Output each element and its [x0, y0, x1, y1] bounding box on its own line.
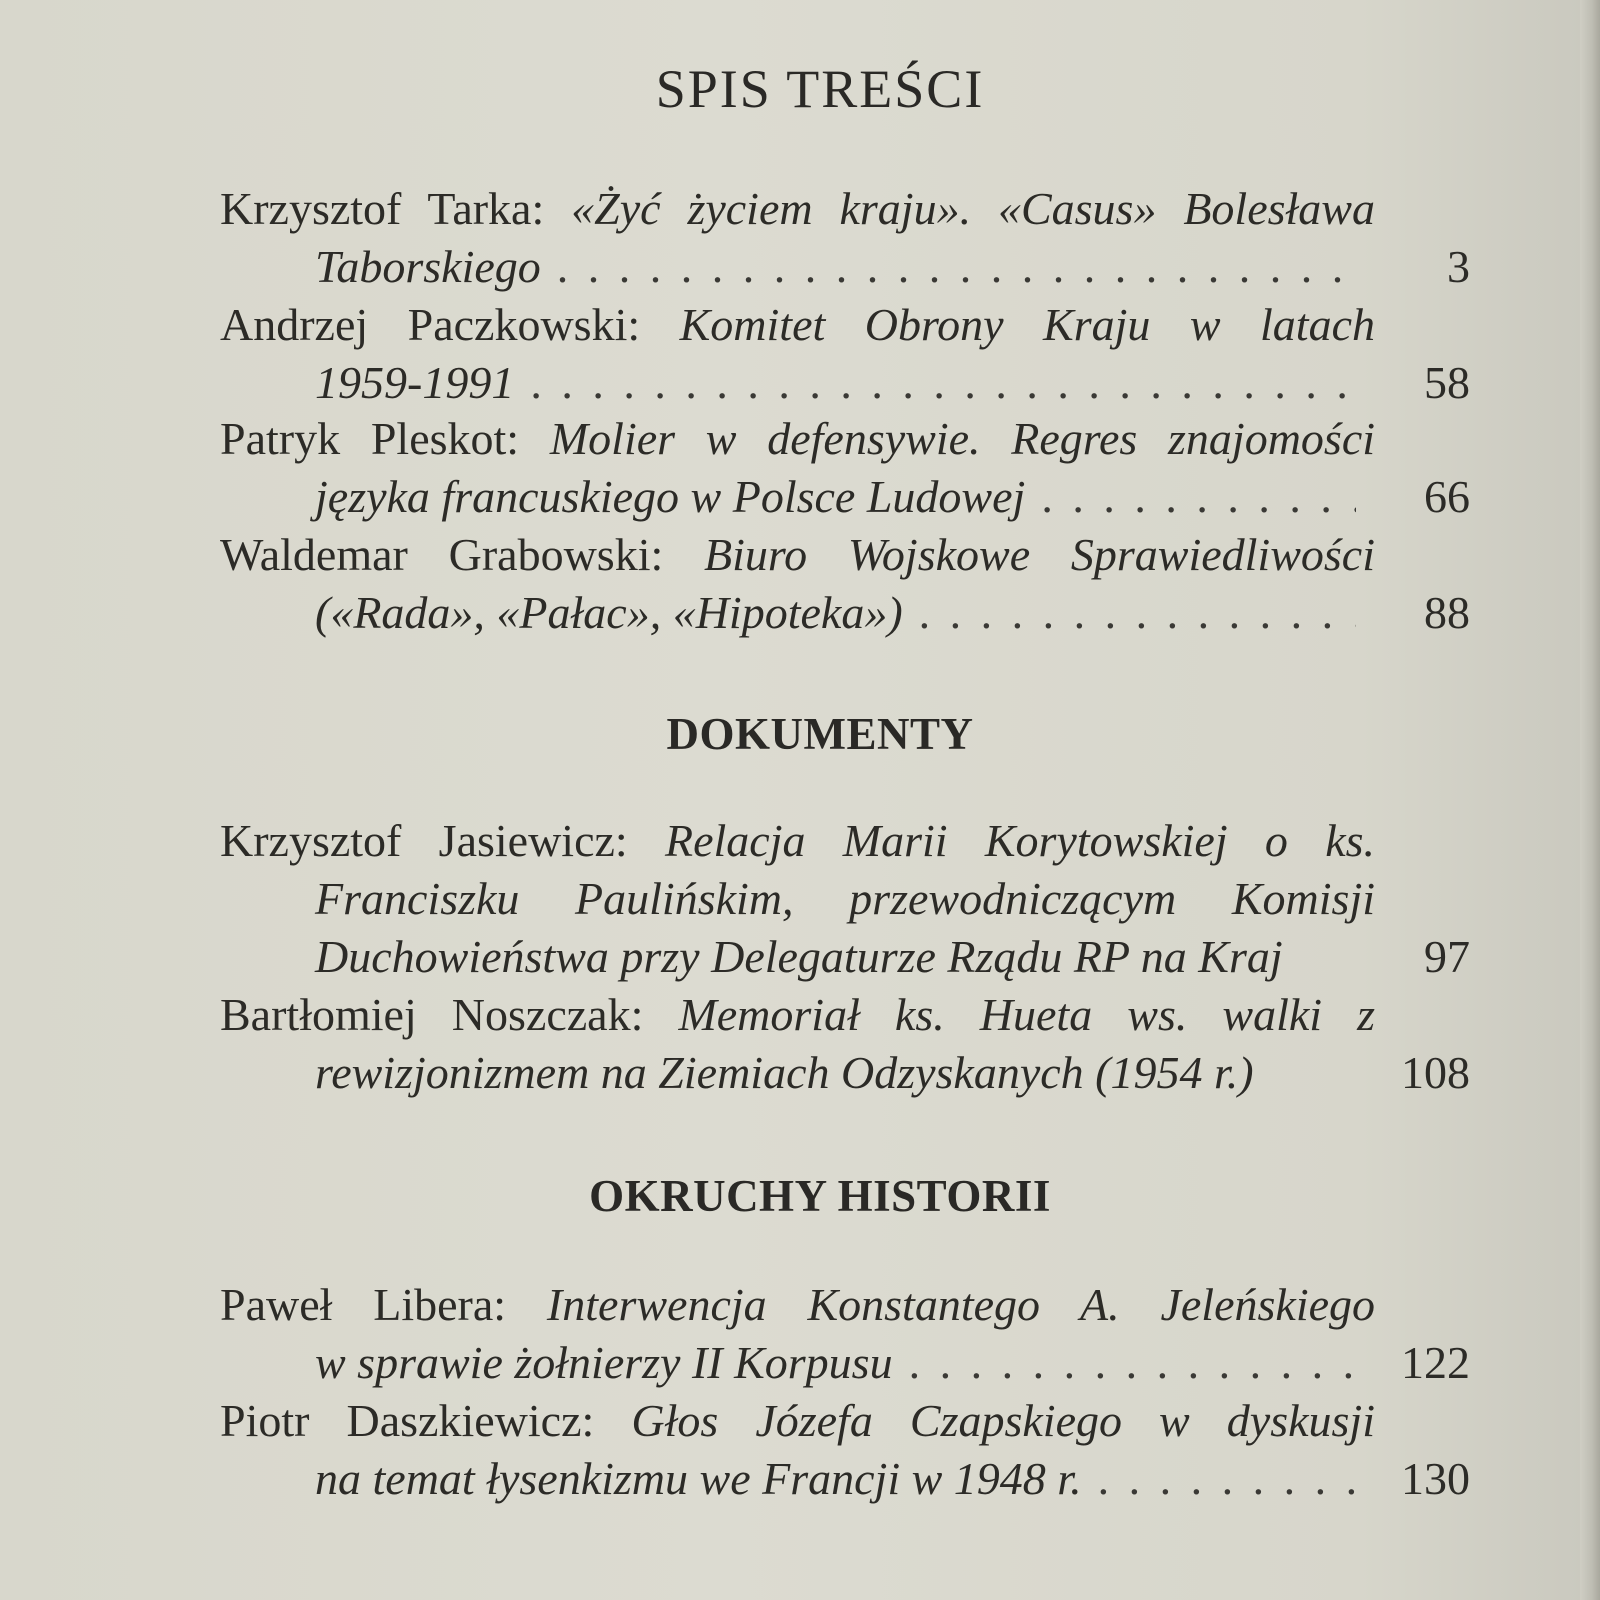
- entry-title: Taborskiego: [315, 241, 541, 292]
- entry-title: Duchowieństwa przy Delegaturze Rządu RP na Kraj: [315, 931, 1283, 982]
- entry-author: Andrzej Paczkowski:: [220, 299, 641, 350]
- entry-title: Franciszku Paulińskim, przewodniczącym Komisji: [315, 873, 1375, 924]
- entry-first-line: [220, 812, 1375, 870]
- entry-last-line: [220, 468, 1470, 526]
- toc-entry: [220, 1392, 1480, 1508]
- toc-entry: [220, 812, 1480, 986]
- book-spine-edge: [1580, 0, 1600, 1600]
- page-number: 108: [1401, 1047, 1470, 1098]
- entry-title: Memoriał ks. Hueta ws. walki z: [678, 989, 1376, 1040]
- entry-first-line: [220, 410, 1375, 468]
- entry-continuation-line: [220, 870, 1375, 928]
- section-heading-dokumenty: DOKUMENTY: [666, 709, 974, 759]
- leader-dots: [557, 238, 1356, 296]
- leader-dots: [909, 1334, 1356, 1392]
- entry-title: Interwencja Konstantego A. Jeleńskiego: [546, 1279, 1376, 1330]
- entry-last-line: [220, 238, 1470, 296]
- section-heading-okruchy-historii: OKRUCHY HISTORII: [589, 1171, 1051, 1221]
- page-number: 88: [1424, 587, 1470, 638]
- leader-dots: [1041, 468, 1356, 526]
- page-number: 58: [1424, 357, 1470, 408]
- page-number: 66: [1424, 471, 1470, 522]
- page-number: 97: [1424, 931, 1470, 982]
- entry-last-line: [220, 1450, 1470, 1508]
- toc-title: SPIS TREŚCI: [655, 59, 985, 119]
- entry-first-line: [220, 1392, 1375, 1450]
- toc-entry: [220, 180, 1480, 296]
- entry-title: Komitet Obrony Kraju w latach: [679, 299, 1375, 350]
- leader-dots: [530, 354, 1356, 412]
- entry-author: Patryk Pleskot:: [220, 413, 520, 464]
- toc-entry: [220, 526, 1480, 642]
- entry-author: Paweł Libera:: [220, 1279, 507, 1330]
- entry-last-line: [220, 1044, 1470, 1102]
- entry-title: «Żyć życiem kraju». «Casus» Bolesława: [571, 183, 1375, 234]
- entry-title: w sprawie żołnierzy II Korpusu: [315, 1337, 893, 1388]
- page-number: 3: [1447, 241, 1470, 292]
- entry-first-line: [220, 180, 1375, 238]
- entry-first-line: [220, 1276, 1375, 1334]
- entry-title: na temat łysenkizmu we Francji w 1948 r.: [315, 1453, 1082, 1504]
- toc-entry: [220, 1276, 1480, 1392]
- entry-first-line: [220, 526, 1375, 584]
- entry-first-line: [220, 986, 1375, 1044]
- entry-title: Relacja Marii Korytowskiej o ks.: [665, 815, 1376, 866]
- entry-last-line: [220, 584, 1470, 642]
- entry-author: Piotr Daszkiewicz:: [220, 1395, 595, 1446]
- entry-author: Krzysztof Jasiewicz:: [220, 815, 628, 866]
- toc-entry: [220, 410, 1480, 526]
- entry-title: rewizjonizmem na Ziemiach Odzyskanych (1954 r.): [315, 1047, 1254, 1098]
- page-number: 122: [1401, 1337, 1470, 1388]
- table-of-contents-page: [220, 0, 1500, 1600]
- entry-title: języka francuskiego w Polsce Ludowej: [315, 471, 1026, 522]
- entry-author: Krzysztof Tarka:: [220, 183, 545, 234]
- entry-title: («Rada», «Pałac», «Hipoteka»): [315, 587, 903, 638]
- entry-first-line: [220, 296, 1375, 354]
- entry-title: Głos Józefa Czapskiego w dyskusji: [631, 1395, 1375, 1446]
- page-number: 130: [1401, 1453, 1470, 1504]
- leader-dots: [919, 584, 1356, 642]
- toc-entry: [220, 296, 1480, 412]
- entry-title: Biuro Wojskowe Sprawiedliwości: [704, 529, 1375, 580]
- entry-last-line: [220, 928, 1470, 986]
- entry-title: 1959-1991: [315, 357, 515, 408]
- entry-last-line: [220, 354, 1470, 412]
- entry-author: Bartłomiej Noszczak:: [220, 989, 644, 1040]
- entry-author: Waldemar Grabowski:: [220, 529, 664, 580]
- entry-title: Molier w defensywie. Regres znajomości: [549, 413, 1376, 464]
- entry-last-line: [220, 1334, 1470, 1392]
- toc-entry: [220, 986, 1480, 1102]
- leader-dots: [1098, 1450, 1356, 1508]
